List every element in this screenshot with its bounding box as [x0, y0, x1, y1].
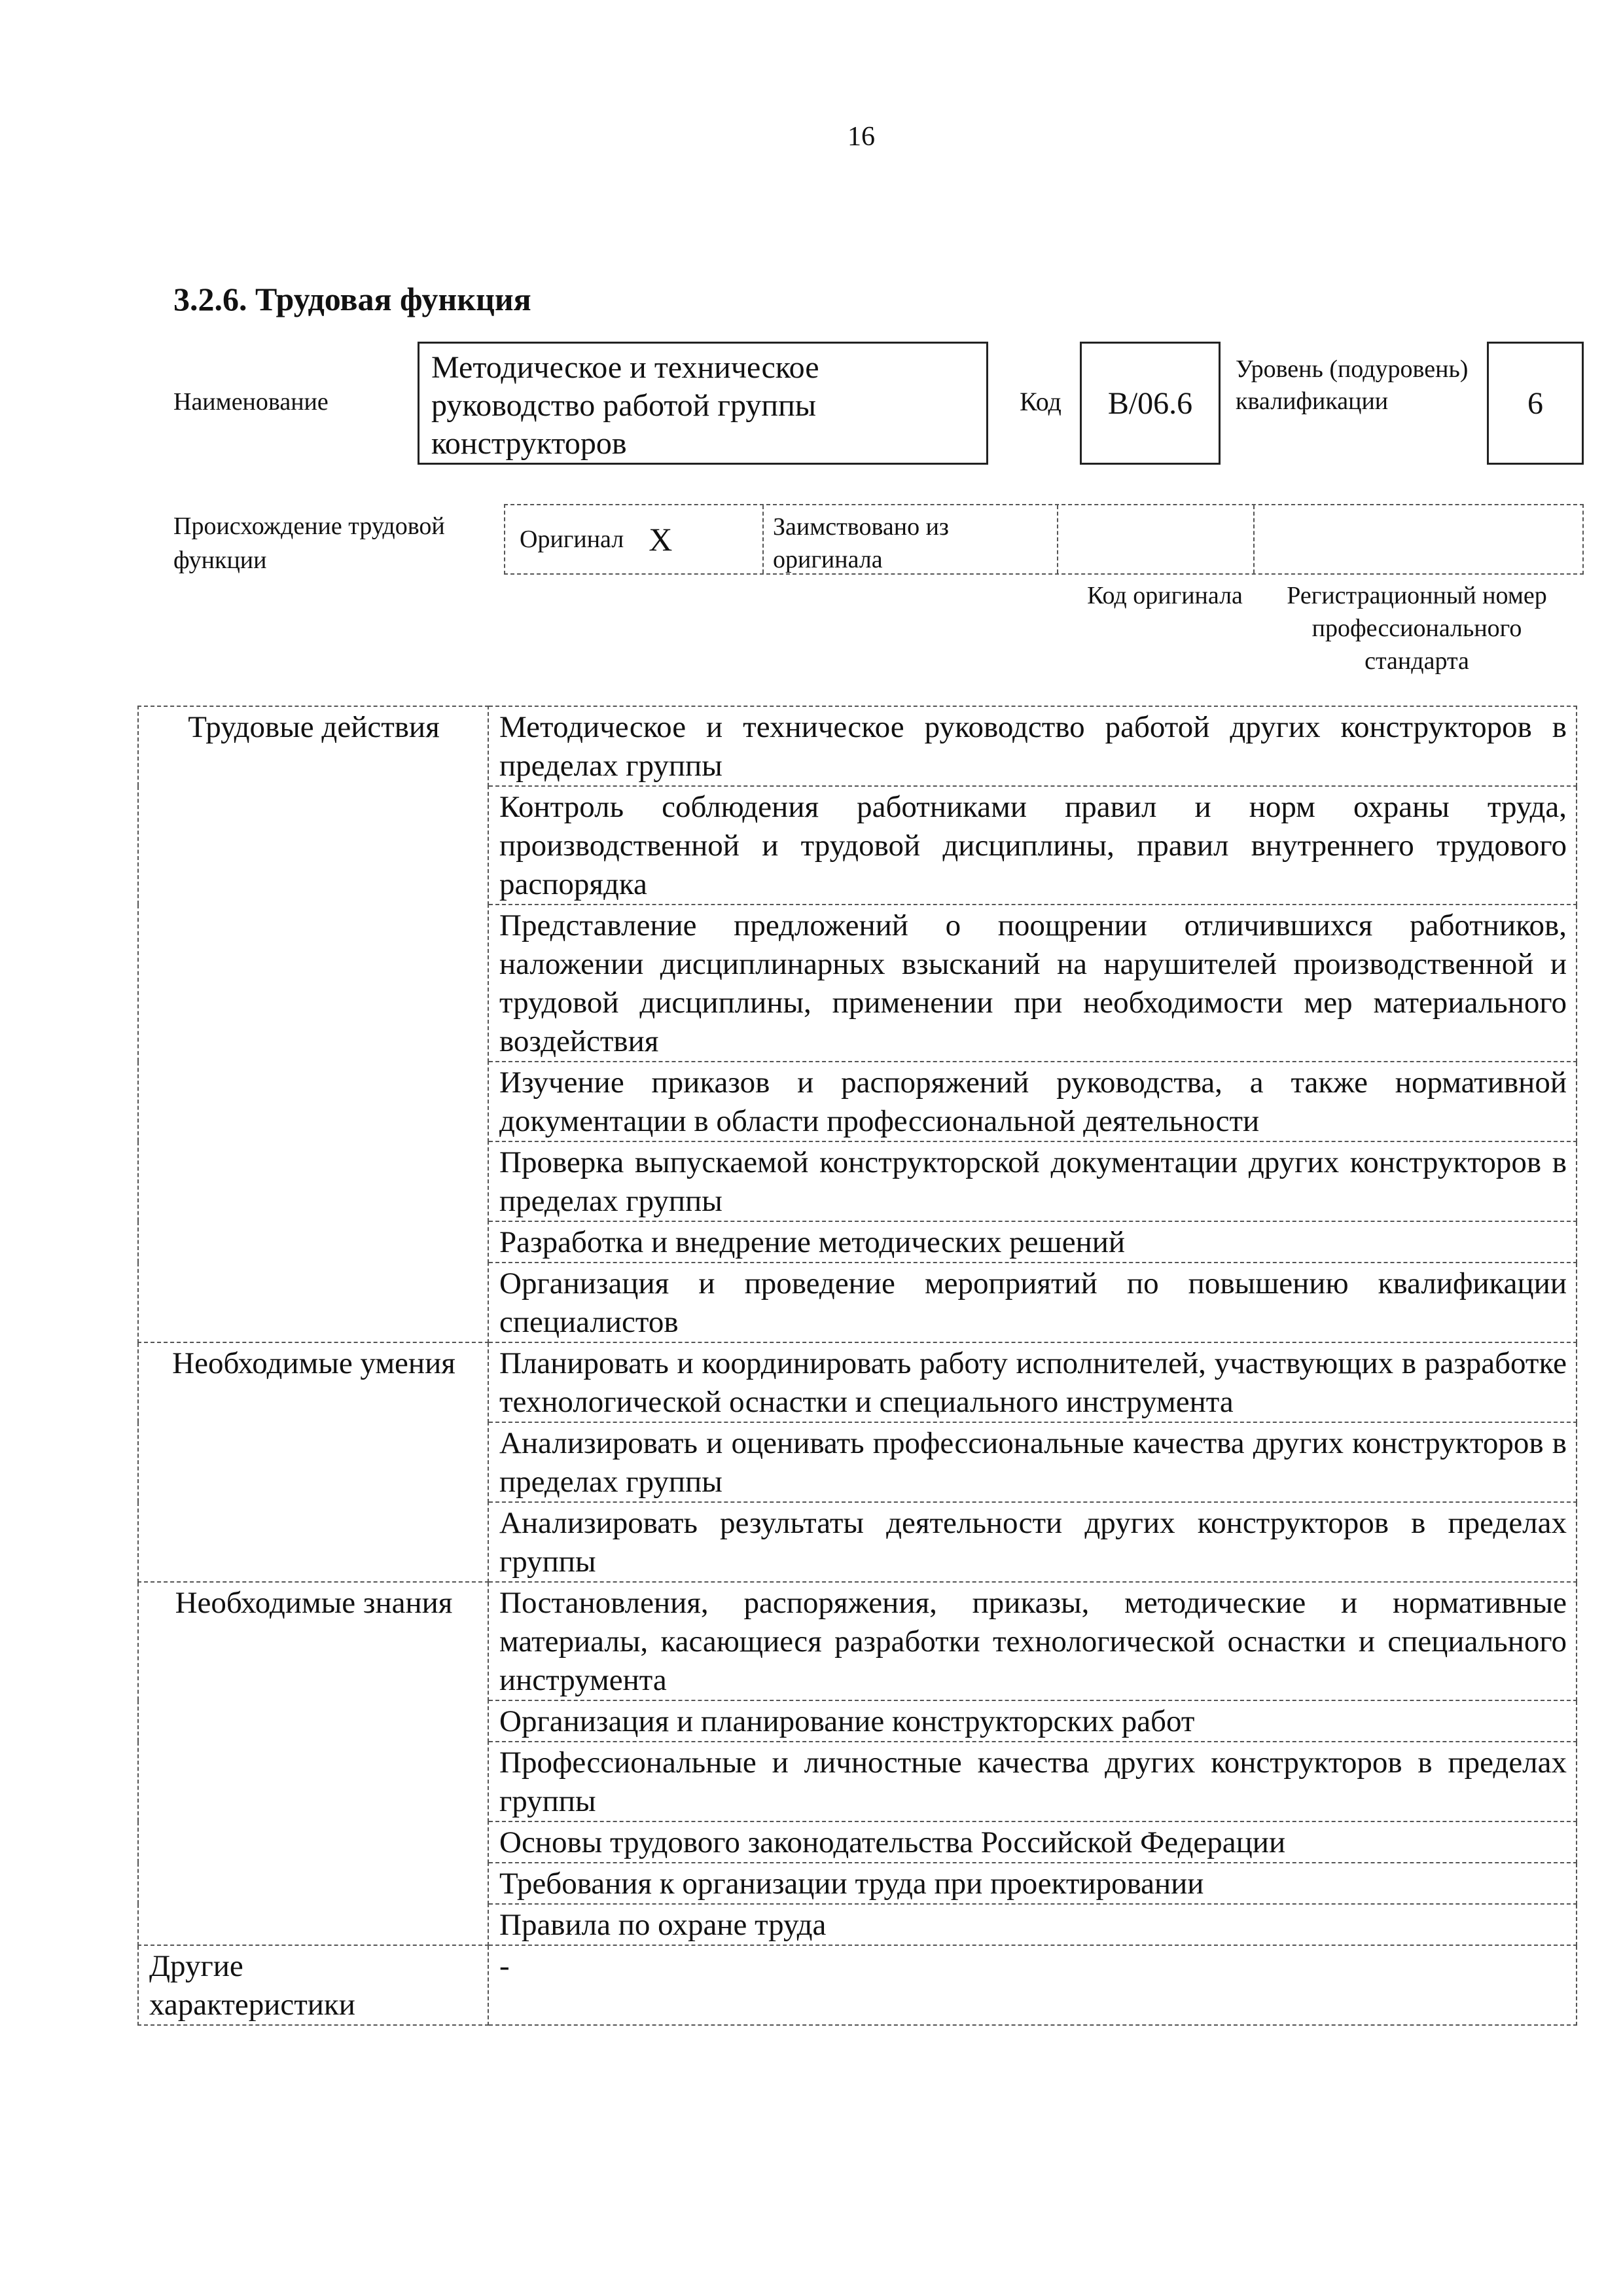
- knowledge-item: Требования к организации труда при проектировании: [488, 1863, 1577, 1904]
- knowledge-item: Организация и планирование конструкторских работ: [488, 1700, 1577, 1742]
- skill-item: Планировать и координировать работу исполнителей, участвующих в разработке технологической оснастки и специального инструмента: [488, 1342, 1577, 1422]
- borrowed-cell: Заимствовано из оригинала: [764, 505, 1058, 573]
- labor-action-item: Методическое и техническое руководство работой других конструкторов в пределах группы: [488, 706, 1577, 786]
- page-number: 16: [847, 122, 875, 152]
- code-original-cell: [1058, 505, 1255, 573]
- labor-action-item: Изучение приказов и распоряжений руководства, а также нормативной документации в области профессиональной деятельности: [488, 1062, 1577, 1141]
- knowledge-item: Основы трудового законодательства Российской Федерации: [488, 1821, 1577, 1863]
- section-title: 3.2.6. Трудовая функция: [173, 281, 531, 317]
- skill-item: Анализировать результаты деятельности других конструкторов в пределах группы: [488, 1502, 1577, 1582]
- function-name-box: Методическое и техническое руководство работой группы конструкторов: [418, 342, 988, 465]
- labor-action-item: Проверка выпускаемой конструкторской документации других конструкторов в пределах группы: [488, 1141, 1577, 1221]
- qualification-level-label: Уровень (подуровень) квалификации: [1236, 355, 1469, 415]
- table-row: [138, 1342, 1577, 1422]
- other-characteristics-value: -: [488, 1945, 1577, 2025]
- qualification-level-value: 6: [1527, 386, 1543, 421]
- other-characteristics-text: Другие характеристики: [149, 1949, 355, 2022]
- knowledge-item: Профессиональные и личностные качества других конструкторов в пределах группы: [488, 1742, 1577, 1821]
- qualification-level-box: [1487, 342, 1584, 465]
- original-label: Оригинал: [520, 526, 624, 553]
- labor-action-item: Представление предложений о поощрении отличившихся работников, наложении дисциплинарных взысканий на нарушителей производственной и трудовой дисциплины, применении при необходимости мер материального воздействия: [488, 905, 1577, 1062]
- name-label: Наименование: [173, 388, 329, 416]
- table-row: [138, 706, 1577, 786]
- labor-action-item: Разработка и внедрение методических решений: [488, 1221, 1577, 1263]
- knowledge-item: Правила по охране труда: [488, 1904, 1577, 1945]
- code-value: В/06.6: [1107, 386, 1193, 421]
- function-details-table: [137, 706, 1577, 2026]
- origin-strip: [504, 504, 1584, 575]
- code-original-caption: Код оригинала: [1087, 582, 1243, 609]
- labor-action-item: Контроль соблюдения работниками правил и норм охраны труда, производственной и трудовой дисциплины, правил внутреннего трудового распорядка: [488, 786, 1577, 905]
- code-value-box: [1080, 342, 1221, 465]
- table-row: [138, 1582, 1577, 1700]
- reg-number-caption: Регистрационный номер профессионального стандарта: [1287, 582, 1547, 675]
- table-row: [138, 1945, 1577, 2025]
- skill-item: Анализировать и оценивать профессиональные качества других конструкторов в пределах группы: [488, 1422, 1577, 1502]
- code-label: Код: [1020, 387, 1061, 416]
- original-mark: Х: [649, 521, 673, 558]
- origin-label: Происхождение трудовой функции: [173, 512, 445, 574]
- other-characteristics-label: [138, 1945, 488, 2025]
- labor-actions-label: Трудовые действия: [138, 706, 488, 1342]
- knowledge-label: Необходимые знания: [138, 1582, 488, 1945]
- original-cell: [505, 505, 764, 573]
- knowledge-item: Постановления, распоряжения, приказы, методические и нормативные материалы, касающиеся разработки технологической оснастки и специального инструмента: [488, 1582, 1577, 1700]
- reg-number-cell: [1255, 505, 1585, 573]
- labor-action-item: Организация и проведение мероприятий по повышению квалификации специалистов: [488, 1263, 1577, 1342]
- skills-label: Необходимые умения: [138, 1342, 488, 1582]
